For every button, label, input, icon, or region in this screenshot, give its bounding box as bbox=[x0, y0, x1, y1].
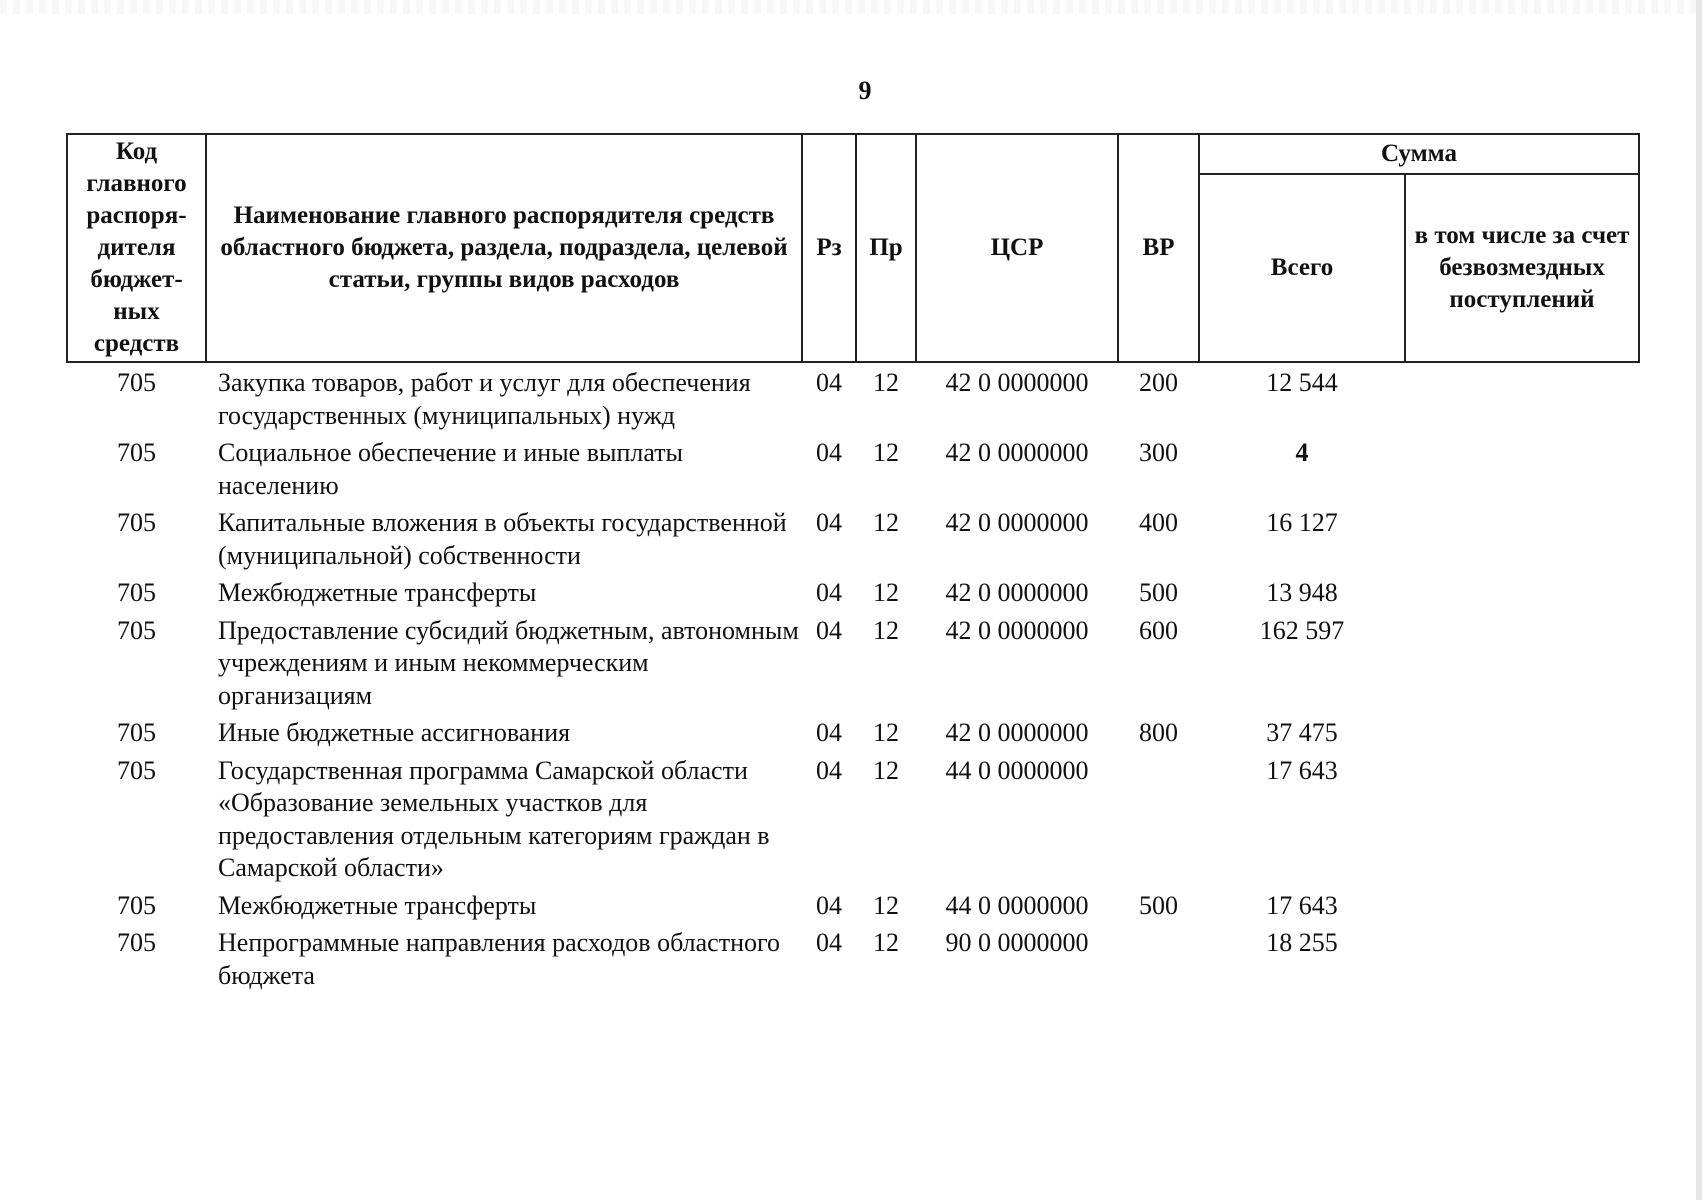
cell-pr: 12 bbox=[873, 928, 899, 957]
cell-vr bbox=[1118, 927, 1199, 997]
cell-rz: 04 bbox=[816, 438, 842, 467]
cell-rz: 04 bbox=[816, 718, 842, 747]
table-body bbox=[67, 362, 1639, 997]
cell-code: 705 bbox=[117, 368, 156, 397]
cell-csr: 42 0 0000000 bbox=[945, 615, 1089, 645]
scan-edge-top bbox=[0, 0, 1702, 14]
cell-code: 705 bbox=[117, 890, 156, 920]
cell-free bbox=[1405, 755, 1639, 890]
cell-csr: 42 0 0000000 bbox=[945, 438, 1089, 467]
cell-rz: 04 bbox=[816, 578, 842, 607]
cell-vr: 300 bbox=[1139, 438, 1178, 467]
cell-pr: 12 bbox=[873, 438, 899, 467]
cell-csr: 42 0 0000000 bbox=[945, 508, 1089, 537]
page-number: 9 bbox=[858, 76, 872, 105]
cell-total: 16 127 bbox=[1266, 508, 1338, 537]
cell-free bbox=[1405, 890, 1639, 928]
header-name: Наименование главного распорядителя средств областного бюджета, раздела, подраздела, целевой статьи, группы видов расходов bbox=[206, 134, 802, 362]
cell-total: 162 597 bbox=[1259, 615, 1345, 645]
cell-code: 705 bbox=[117, 718, 156, 747]
cell-total: 18 255 bbox=[1266, 928, 1338, 957]
header-vr: ВР bbox=[1118, 134, 1199, 362]
cell-free bbox=[1405, 362, 1639, 437]
cell-total: 17 643 bbox=[1266, 890, 1338, 920]
header-csr: ЦСР bbox=[916, 134, 1118, 362]
cell-vr: 500 bbox=[1139, 890, 1178, 920]
cell-code: 705 bbox=[117, 928, 156, 957]
cell-csr: 42 0 0000000 bbox=[945, 578, 1089, 607]
cell-pr: 12 bbox=[873, 578, 899, 607]
cell-name: Государственная программа Самарской области «Образование земельных участков для предоставления отдельным категориям граждан в Самарской области» bbox=[218, 755, 770, 882]
cell-vr: 500 bbox=[1139, 578, 1178, 607]
cell-rz: 04 bbox=[816, 615, 842, 645]
cell-csr: 42 0 0000000 bbox=[945, 718, 1089, 747]
cell-vr: 400 bbox=[1139, 508, 1178, 537]
cell-vr: 200 bbox=[1139, 368, 1178, 397]
table-row bbox=[67, 507, 1639, 577]
cell-rz: 04 bbox=[816, 890, 842, 920]
cell-free bbox=[1405, 615, 1639, 718]
cell-rz: 04 bbox=[816, 508, 842, 537]
cell-free bbox=[1405, 507, 1639, 577]
cell-free bbox=[1405, 577, 1639, 615]
cell-name: Межбюджетные трансферты bbox=[218, 890, 537, 920]
table-row bbox=[67, 615, 1639, 718]
cell-code: 705 bbox=[117, 615, 156, 645]
cell-total: 12 544 bbox=[1266, 368, 1338, 397]
cell-free bbox=[1405, 927, 1639, 997]
cell-code: 705 bbox=[117, 508, 156, 537]
scan-edge-right bbox=[1696, 0, 1702, 1200]
cell-name: Межбюджетные трансферты bbox=[218, 578, 537, 607]
header-rz: Рз bbox=[802, 134, 856, 362]
cell-rz: 04 bbox=[816, 928, 842, 957]
table-row bbox=[67, 717, 1639, 755]
cell-pr: 12 bbox=[873, 755, 899, 785]
cell-pr: 12 bbox=[873, 718, 899, 747]
cell-name: Закупка товаров, работ и услуг для обеспечения государственных (муниципальных) нужд bbox=[218, 368, 751, 430]
cell-csr: 90 0 0000000 bbox=[945, 928, 1089, 957]
table-header bbox=[67, 134, 1639, 362]
cell-csr: 44 0 0000000 bbox=[945, 890, 1089, 920]
cell-total: 17 643 bbox=[1266, 755, 1338, 785]
cell-csr: 44 0 0000000 bbox=[945, 755, 1089, 785]
table-row bbox=[67, 577, 1639, 615]
budget-table bbox=[66, 133, 1640, 997]
cell-name: Социальное обеспечение и иные выплаты населению bbox=[218, 438, 684, 500]
cell-free bbox=[1405, 437, 1639, 507]
cell-name: Иные бюджетные ассигнования bbox=[218, 718, 571, 747]
cell-total: 37 475 bbox=[1266, 718, 1338, 747]
table-row bbox=[67, 927, 1639, 997]
table-row bbox=[67, 437, 1639, 507]
cell-csr: 42 0 0000000 bbox=[945, 368, 1089, 397]
header-sum: Сумма bbox=[1199, 134, 1639, 174]
cell-total: 4 bbox=[1295, 438, 1309, 467]
cell-pr: 12 bbox=[873, 890, 899, 920]
table-row bbox=[67, 890, 1639, 928]
cell-code: 705 bbox=[117, 578, 156, 607]
table-row bbox=[67, 755, 1639, 890]
cell-rz: 04 bbox=[816, 755, 842, 785]
header-free: в том числе за счет безвозмездных поступлений bbox=[1405, 174, 1639, 362]
cell-name: Предоставление субсидий бюджетным, автономным учреждениям и иным некоммерческим организациям bbox=[218, 615, 799, 710]
cell-vr bbox=[1118, 755, 1199, 890]
header-pr: Пр bbox=[856, 134, 916, 362]
header-code: Код главного распоря-дителя бюджет-ных средств bbox=[67, 134, 206, 362]
header-total: Всего bbox=[1199, 174, 1405, 362]
cell-name: Капитальные вложения в объекты государственной (муниципальной) собственности bbox=[218, 508, 787, 570]
cell-code: 705 bbox=[117, 755, 156, 785]
cell-vr: 800 bbox=[1139, 718, 1178, 747]
cell-pr: 12 bbox=[873, 508, 899, 537]
cell-pr: 12 bbox=[873, 615, 899, 645]
cell-vr: 600 bbox=[1139, 615, 1178, 645]
cell-total: 13 948 bbox=[1266, 578, 1338, 607]
cell-rz: 04 bbox=[816, 368, 842, 397]
cell-code: 705 bbox=[117, 438, 156, 467]
table-row bbox=[67, 362, 1639, 437]
cell-pr: 12 bbox=[873, 368, 899, 397]
cell-name: Непрограммные направления расходов областного бюджета bbox=[218, 928, 780, 990]
cell-free bbox=[1405, 717, 1639, 755]
